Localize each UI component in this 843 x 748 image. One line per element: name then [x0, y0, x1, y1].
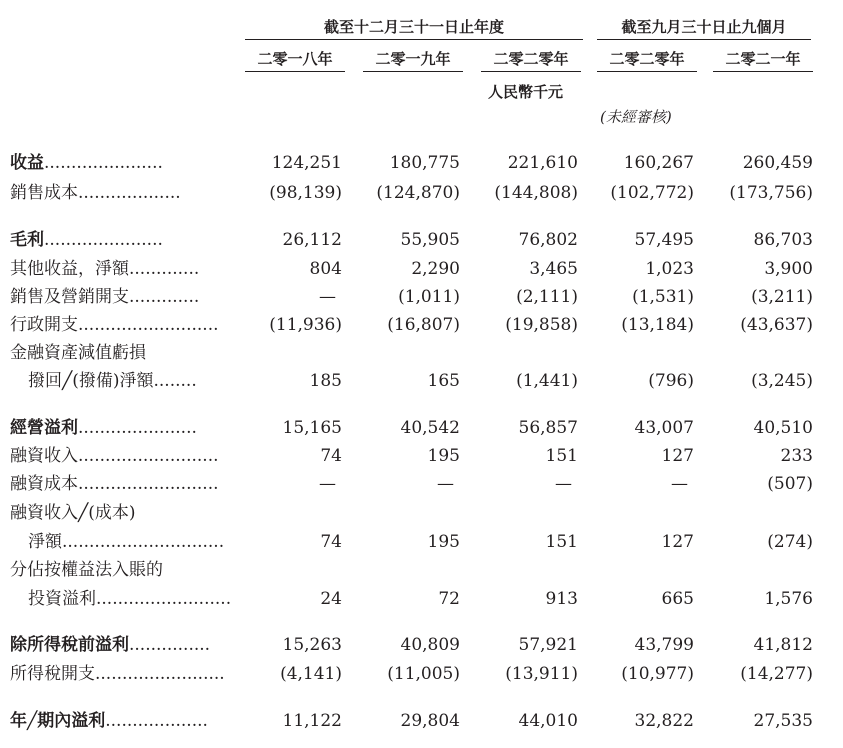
value-cell: 260,459: [742, 153, 813, 173]
header-year-2020: 二零二零年: [481, 48, 581, 72]
value-cell: 180,775: [389, 153, 460, 173]
value-cell: 76,802: [518, 230, 578, 250]
value-cell: 15,263: [282, 635, 342, 655]
value-cell: 40,809: [400, 635, 460, 655]
row-label-text: 撥回╱(撥備)淨額: [28, 371, 154, 391]
value-cell: 11,122: [282, 711, 342, 731]
row-leader-dots: ........................: [95, 664, 225, 684]
header-year-2021-9m: 二零二一年: [713, 48, 813, 72]
header-group-nine-months: 截至九月三十日止九個月: [597, 16, 811, 40]
row-label: [10, 258, 199, 280]
value-cell: (4,141): [280, 664, 342, 684]
row-label-text: 經營溢利: [10, 418, 78, 438]
value-cell: 804: [309, 259, 342, 279]
table-row-finance-income: [0, 445, 843, 467]
row-label: [10, 502, 136, 524]
row-leader-dots: ...............: [129, 635, 211, 655]
row-label-text: 融資收入╱(成本): [10, 503, 136, 523]
value-cell: 43,007: [634, 418, 694, 438]
table-row-share-of-equity-method-header: [0, 559, 843, 581]
row-label-text: 融資收入: [10, 446, 78, 466]
row-label: [28, 531, 224, 553]
currency-label: 人民幣千元: [488, 83, 564, 101]
table-row-administrative-expenses: [0, 314, 843, 336]
row-leader-dots: .............: [129, 287, 200, 307]
value-cell: 40,510: [753, 418, 813, 438]
value-cell: 195: [427, 532, 460, 552]
value-cell: (124,870): [376, 183, 460, 203]
row-label-text: 除所得稅前溢利: [10, 635, 129, 655]
value-cell: 57,921: [518, 635, 578, 655]
row-label: [10, 182, 181, 204]
row-label: [10, 473, 219, 495]
value-cell: (144,808): [494, 183, 578, 203]
row-label-text: 分佔按權益法入賬的: [10, 560, 163, 580]
row-label: [10, 229, 163, 251]
table-row-selling-marketing-expenses: [0, 286, 843, 308]
row-label-text: 投資溢利: [28, 589, 96, 609]
header-group-fiscal-year: 截至十二月三十一日止年度: [245, 16, 583, 40]
row-label-text: 其他收益，淨額: [10, 259, 129, 279]
row-label: [10, 152, 163, 174]
value-cell: 165: [427, 371, 460, 391]
value-cell: 86,703: [753, 230, 813, 250]
value-cell: 26,112: [282, 230, 342, 250]
value-cell: 221,610: [507, 153, 578, 173]
value-cell: (1,441): [516, 371, 578, 391]
value-cell: 127: [661, 532, 694, 552]
table-row-revenue: [0, 152, 843, 174]
row-leader-dots: ......................: [44, 153, 163, 173]
value-cell: (1,011): [398, 287, 460, 307]
row-label-text: 淨額: [28, 532, 62, 552]
row-label-text: 行政開支: [10, 315, 78, 335]
table-row-finance-net: [0, 531, 843, 553]
header-year-2020-9m: 二零二零年: [597, 48, 697, 72]
row-leader-dots: .............: [129, 259, 200, 279]
value-cell: (13,184): [621, 315, 694, 335]
value-cell: 151: [545, 446, 578, 466]
value-cell: (507): [767, 474, 813, 494]
value-cell: (274): [767, 532, 813, 552]
value-cell: (16,807): [387, 315, 460, 335]
value-cell: (102,772): [610, 183, 694, 203]
table-row-share-of-investment-profit: [0, 588, 843, 610]
row-leader-dots: ..........................: [78, 446, 219, 466]
value-cell: 233: [780, 446, 813, 466]
value-cell: 1,576: [764, 589, 813, 609]
value-cell: 151: [545, 532, 578, 552]
value-cell: (11,936): [269, 315, 342, 335]
value-cell: —: [671, 474, 688, 494]
value-cell: 32,822: [634, 711, 694, 731]
value-cell: 24: [320, 589, 342, 609]
row-label: [10, 314, 219, 336]
value-cell: 3,900: [764, 259, 813, 279]
value-cell: 124,251: [271, 153, 342, 173]
table-row-operating-profit: [0, 417, 843, 439]
row-label: [10, 559, 163, 581]
value-cell: (14,277): [740, 664, 813, 684]
row-leader-dots: ..........................: [78, 315, 219, 335]
value-cell: 55,905: [400, 230, 460, 250]
row-leader-dots: ...................: [105, 711, 208, 731]
row-leader-dots: .........................: [96, 589, 232, 609]
row-label: [28, 370, 197, 392]
value-cell: 29,804: [400, 711, 460, 731]
value-cell: 43,799: [634, 635, 694, 655]
value-cell: 74: [320, 532, 342, 552]
table-row-income-tax-expense: [0, 663, 843, 685]
row-leader-dots: ......................: [78, 418, 197, 438]
row-label: [10, 417, 197, 439]
row-leader-dots: ...................: [78, 183, 181, 203]
row-label: [28, 588, 231, 610]
value-cell: 72: [438, 589, 460, 609]
value-cell: (19,858): [505, 315, 578, 335]
table-row-finance-costs: [0, 473, 843, 495]
value-cell: (13,911): [505, 664, 578, 684]
value-cell: (43,637): [740, 315, 813, 335]
value-cell: 160,267: [623, 153, 694, 173]
row-label: [10, 445, 219, 467]
header-year-2019: 二零一九年: [363, 48, 463, 72]
row-label: [10, 710, 208, 732]
value-cell: (10,977): [621, 664, 694, 684]
value-cell: 665: [661, 589, 694, 609]
row-label-text: 銷售成本: [10, 183, 78, 203]
row-leader-dots: ........: [153, 371, 197, 391]
value-cell: 41,812: [753, 635, 813, 655]
value-cell: (3,245): [751, 371, 813, 391]
value-cell: 56,857: [518, 418, 578, 438]
value-cell: 57,495: [634, 230, 694, 250]
row-label-text: 年╱期內溢利: [10, 711, 106, 731]
table-row-impairment-losses-header: [0, 342, 843, 364]
value-cell: (3,211): [751, 287, 813, 307]
row-label-text: 所得稅開支: [10, 664, 95, 684]
table-row-profit-for-period: [0, 710, 843, 732]
table-row-profit-before-tax: [0, 634, 843, 656]
row-label-text: 毛利: [10, 230, 44, 250]
table-row-impairment-reversal-net: [0, 370, 843, 392]
value-cell: —: [319, 287, 336, 307]
row-label-text: 收益: [10, 153, 44, 173]
value-cell: 127: [661, 446, 694, 466]
value-cell: (98,139): [269, 183, 342, 203]
row-label-text: 銷售及營銷開支: [10, 287, 129, 307]
row-label: [10, 342, 146, 364]
value-cell: 74: [320, 446, 342, 466]
value-cell: 44,010: [518, 711, 578, 731]
value-cell: (2,111): [516, 287, 578, 307]
row-leader-dots: ..............................: [62, 532, 225, 552]
value-cell: —: [437, 474, 454, 494]
row-leader-dots: ..........................: [78, 474, 219, 494]
table-row-finance-income-costs-header: [0, 502, 843, 524]
value-cell: 2,290: [411, 259, 460, 279]
value-cell: —: [319, 474, 336, 494]
table-row-cost-of-sales: [0, 182, 843, 204]
value-cell: 15,165: [282, 418, 342, 438]
header-year-2018: 二零一八年: [245, 48, 345, 72]
value-cell: 27,535: [753, 711, 813, 731]
value-cell: 185: [309, 371, 342, 391]
value-cell: 913: [545, 589, 578, 609]
value-cell: 40,542: [400, 418, 460, 438]
row-label-text: 金融資產減值虧損: [10, 343, 146, 363]
value-cell: (173,756): [729, 183, 813, 203]
value-cell: 3,465: [529, 259, 578, 279]
value-cell: 1,023: [645, 259, 694, 279]
table-row-gross-profit: [0, 229, 843, 251]
row-label: [10, 663, 225, 685]
value-cell: (796): [648, 371, 694, 391]
value-cell: —: [555, 474, 572, 494]
table-row-other-gains-net: [0, 258, 843, 280]
row-leader-dots: ......................: [44, 230, 163, 250]
unaudited-label: (未經審核): [600, 108, 672, 126]
row-label-text: 融資成本: [10, 474, 78, 494]
value-cell: 195: [427, 446, 460, 466]
row-label: [10, 286, 199, 308]
value-cell: (1,531): [632, 287, 694, 307]
value-cell: (11,005): [387, 664, 460, 684]
row-label: [10, 634, 210, 656]
